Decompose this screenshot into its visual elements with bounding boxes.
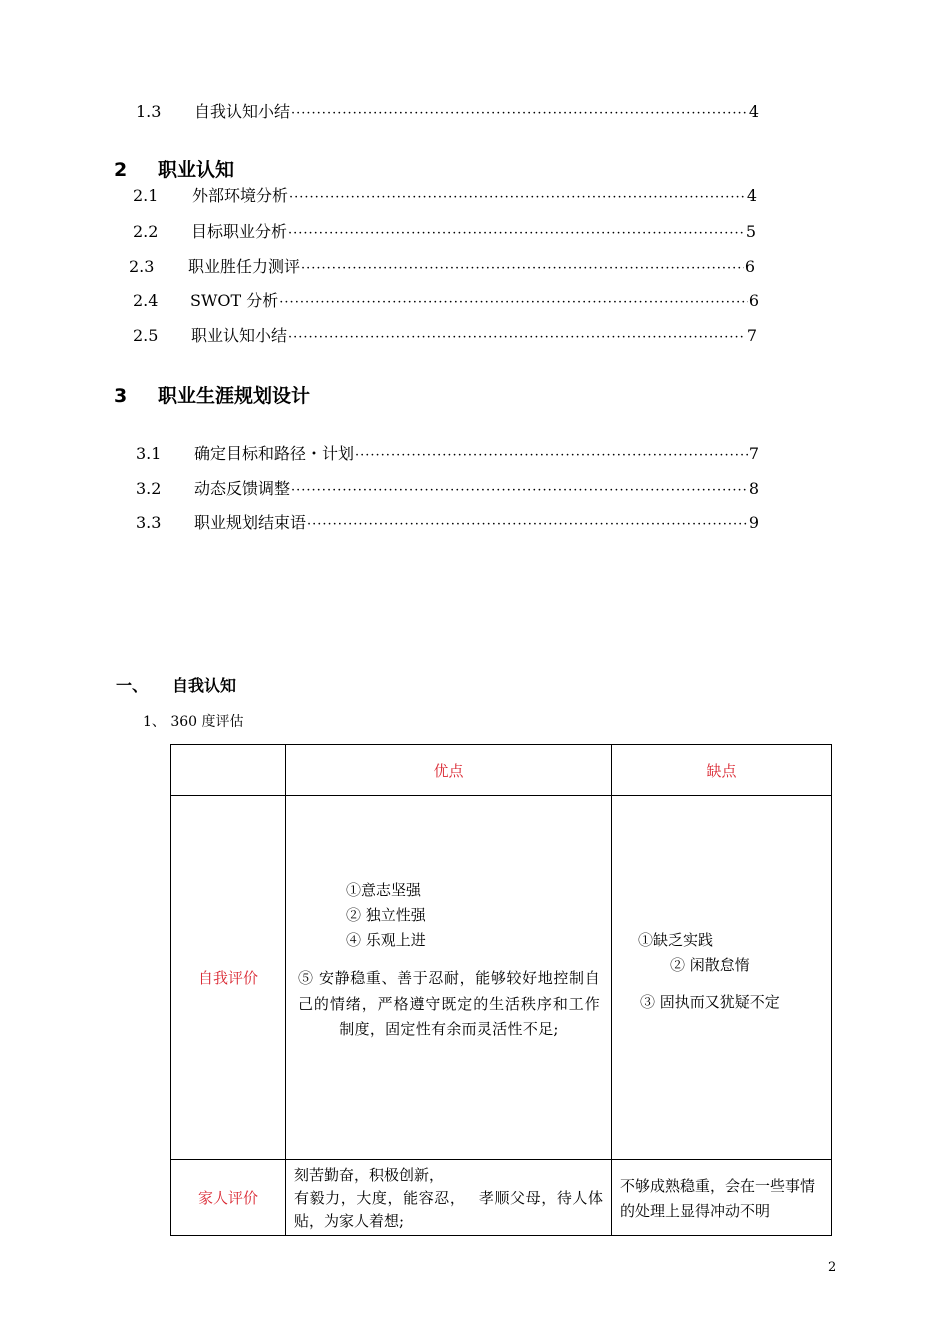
toc-entry-page: 4 (748, 102, 759, 121)
family-advantages-cell (286, 1160, 612, 1236)
toc-entry-3-2[interactable] (136, 479, 759, 501)
list-item: ①意志坚强 (346, 881, 422, 899)
evaluation-table (170, 744, 832, 1236)
toc-entry-title: SWOT 分析 (190, 291, 279, 310)
toc-entry-title: 职业规划结束语 (194, 513, 307, 532)
toc-entry-2-3[interactable] (129, 257, 755, 279)
toc-entry-page: 9 (748, 513, 759, 532)
toc-leader-dots (291, 481, 748, 501)
list-item: 刻苦勤奋，积极创新， (294, 1166, 445, 1184)
table-row-self (171, 796, 832, 1160)
toc-leader-dots (279, 293, 748, 313)
toc-entry-title: 自我认知小结 (194, 102, 291, 121)
toc-leader-dots (289, 188, 746, 208)
list-item: ② 独立性强 (346, 906, 426, 924)
toc-entry-page: 7 (746, 326, 757, 345)
toc-leader-dots (301, 259, 744, 279)
list-item: ④ 乐观上进 (346, 931, 426, 949)
toc-entry-number: 3.2 (136, 479, 162, 498)
chapter-title: 职业认知 (158, 159, 235, 181)
page-number: 2 (828, 1260, 837, 1275)
toc-entry-3-3[interactable] (136, 513, 759, 535)
toc-leader-dots (291, 104, 748, 124)
advantages-header: 优点 (286, 745, 612, 796)
toc-entry-page: 6 (748, 291, 759, 310)
toc-entry-2-4[interactable] (133, 291, 759, 313)
section-number: 一、 (116, 676, 149, 695)
toc-leader-dots (307, 515, 748, 535)
toc-chapter-3[interactable] (114, 384, 310, 408)
self-advantages-cell (286, 796, 612, 1160)
toc-entry-title: 动态反馈调整 (194, 479, 291, 498)
list-item: ①缺乏实践 (638, 931, 714, 949)
chapter-title: 职业生涯规划设计 (158, 385, 311, 407)
chapter-number: 3 (114, 385, 128, 407)
self-disadvantages-cell (612, 796, 832, 1160)
list-item: 有毅力，大度，能容忍， 孝顺父母，待人体贴，为家人着想; (294, 1189, 603, 1230)
list-item: ③ 固执而又犹疑不定 (640, 993, 780, 1011)
toc-entry-number: 2.4 (133, 291, 159, 310)
list-item: 不够成熟稳重，会在一些事情的处理上显得冲动不明 (620, 1177, 816, 1220)
toc-entry-1-3[interactable] (136, 102, 759, 124)
toc-entry-page: 8 (748, 479, 759, 498)
chapter-number: 2 (114, 159, 128, 181)
toc-entry-number: 2.2 (133, 222, 159, 241)
toc-entry-page: 5 (745, 222, 756, 241)
toc-entry-title: 职业认知小结 (191, 326, 288, 345)
toc-entry-2-2[interactable] (133, 222, 756, 244)
toc-entry-page: 6 (744, 257, 755, 276)
subsection-heading: 1、 360 度评估 (143, 714, 244, 730)
table-corner-cell (171, 745, 286, 796)
family-evaluation-label: 家人评价 (171, 1160, 286, 1236)
list-item: ⑤ 安静稳重、善于忍耐，能够较好地控制自己的情绪，严格遵守既定的生活秩序和工作制度，固定性有余而灵活性不足; (298, 969, 600, 1038)
toc-entry-3-1[interactable] (136, 444, 759, 466)
toc-entry-title: 外部环境分析 (192, 186, 289, 205)
toc-entry-number: 1.3 (136, 102, 162, 121)
toc-entry-number: 2.5 (133, 326, 159, 345)
toc-entry-title: 职业胜任力测评 (188, 257, 301, 276)
toc-entry-number: 3.3 (136, 513, 162, 532)
section-title: 自我认知 (172, 676, 237, 695)
toc-entry-title: 目标职业分析 (191, 222, 288, 241)
toc-chapter-2[interactable] (114, 158, 234, 182)
toc-entry-page: 7 (748, 444, 759, 463)
toc-entry-number: 2.3 (129, 257, 155, 276)
toc-entry-number: 2.1 (133, 186, 159, 205)
disadvantages-header: 缺点 (612, 745, 832, 796)
table-header-row (171, 745, 832, 796)
toc-entry-title: 确定目标和路径・计划 (194, 444, 355, 463)
toc-entry-page: 4 (746, 186, 757, 205)
toc-entry-2-5[interactable] (133, 326, 757, 348)
section-heading (116, 673, 236, 696)
table-row-family (171, 1160, 832, 1236)
toc-leader-dots (355, 446, 748, 466)
toc-entry-number: 3.1 (136, 444, 162, 463)
toc-leader-dots (288, 328, 746, 348)
family-disadvantages-cell (612, 1160, 832, 1236)
self-evaluation-label: 自我评价 (171, 796, 286, 1160)
list-item: ② 闲散怠惰 (670, 956, 750, 974)
toc-leader-dots (288, 224, 745, 244)
toc-entry-2-1[interactable] (133, 186, 757, 208)
